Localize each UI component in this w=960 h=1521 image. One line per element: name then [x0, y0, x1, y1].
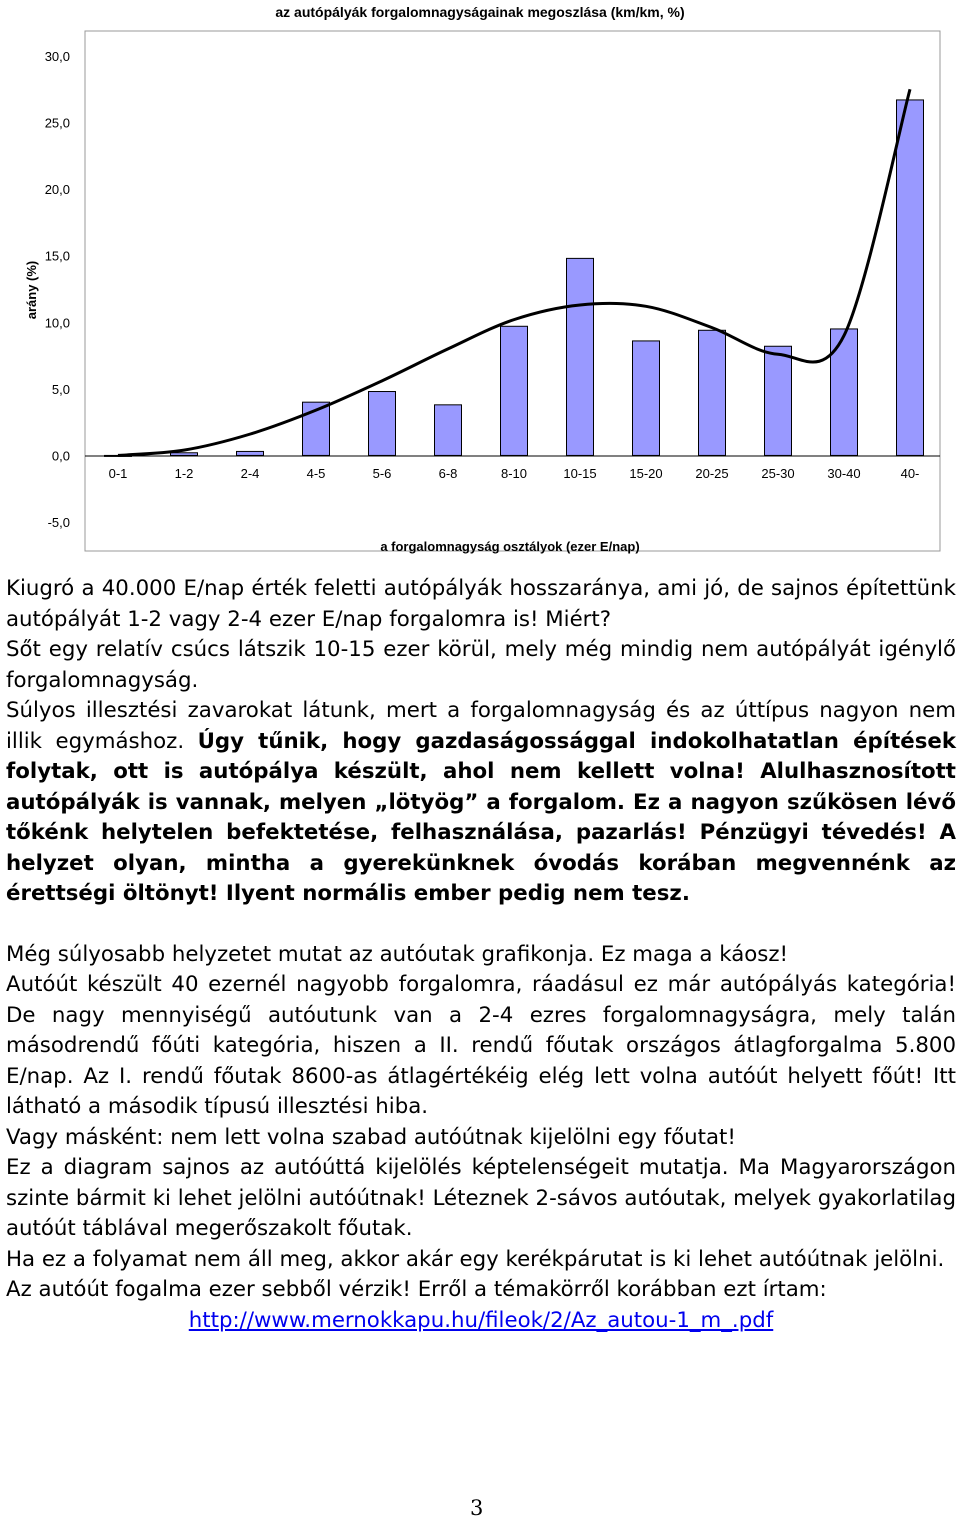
x-tick-label: 30-40: [827, 466, 861, 481]
paragraph-5: Autóút készült 40 ezernél nagyobb forgalomra, ráadásul ez már autópályás kategória! De nagy mennyiségű autóutunk van a 2-4 ezres forgalomnagyságra, mely talán másodrendű főúti kategória, hiszen a II. rendű főutak országos átlagforgalma 5.800 E/nap. Az I. rendű főutak 8600-as átlagértékéig elég lett volna autóút helyett főút! Itt látható a második típusú illesztési hiba.: [6, 972, 956, 1119]
bar: [171, 453, 198, 456]
y-tick-label: 30,0: [44, 49, 70, 64]
x-tick-label: 5-6: [372, 466, 392, 481]
y-tick-label: 20,0: [44, 182, 70, 198]
bar: [369, 392, 396, 456]
x-tick-label: 25-30: [761, 466, 795, 481]
x-tick-label: 0-1: [108, 466, 128, 481]
paragraph-3-normal: Súlyos illesztési zavarokat látunk, mert a forgalomnagyság és az úttípus nagyon nem illik egymáshoz.: [6, 698, 956, 754]
bars: [105, 100, 924, 456]
bar: [765, 346, 792, 455]
paragraph-3: [6, 696, 956, 910]
y-tick-label: 25,0: [44, 115, 70, 131]
chart-title: az autópályák forgalomnagyságainak megoszlása (km/km, %): [275, 4, 685, 20]
x-tick-label: 10-15: [563, 466, 597, 481]
bar-chart: [0, 0, 960, 560]
bar: [699, 330, 726, 455]
bar: [831, 329, 858, 455]
x-tick-label: 15-20: [629, 466, 663, 481]
bar: [501, 326, 528, 455]
paragraph-6: Vagy másként: nem lett volna szabad autóútnak kijelölni egy főutat!: [6, 1124, 736, 1150]
x-tick-label: 40-: [900, 466, 920, 481]
paragraph-1: Kiugró a 40.000 E/nap érték feletti autópályák hosszaránya, ami jó, de sajnos építettünk autópályát 1-2 vagy 2-4 ezer E/nap forgalomra is! Miért?: [6, 576, 956, 632]
y-tick-labels: [45, 49, 70, 530]
paragraph-2: Sőt egy relatív csúcs látszik 10-15 ezer körül, mely még mindig nem autópályát igénylő forgalomnagyság.: [6, 637, 956, 693]
x-tick-label: 20-25: [695, 466, 729, 481]
x-axis-label: a forgalomnagyság osztályok (ezer E/nap): [380, 539, 640, 554]
y-tick-label: -5,0: [47, 515, 70, 530]
bar: [567, 258, 594, 455]
paragraph-7: Ez a diagram sajnos az autóúttá kijelölés képtelenségeit mutatja. Ma Magyarországon szinte bármit ki lehet jelölni autóútnak! Léteznek 2-sávos autóutak, melyek gyakorlatilag autóút táblával megerőszakolt főutak.: [6, 1155, 956, 1241]
x-tick-labels: [109, 466, 920, 481]
body-text: [6, 574, 956, 1336]
bar: [897, 100, 924, 455]
paragraph-4: Még súlyosabb helyzetet mutat az autóutak grafikonja. Ez maga a káosz!: [6, 941, 789, 967]
x-tick-label: 4-5: [306, 466, 326, 481]
bar: [237, 451, 264, 455]
x-tick-label: 8-10: [500, 466, 528, 481]
bar: [435, 405, 462, 456]
paragraph-3-bold: Úgy tűnik, hogy gazdaságossággal indokolhatatlan építések folytak, ott is autópálya készült, ahol nem kellett volna! Alulhasznosított autópályák is vannak, melyen „lötyög” a forgalom. Ez a nagyon szűkösen lévő tőkénk helytelen befektetése, felhasználása, pazarlás! Pénzügyi tévedés! A helyzet olyan, mintha a gyerekünknek óvodás korában megvennénk az érettségi öltönyt! Ilyent normális ember pedig nem tesz.: [6, 728, 956, 906]
link-line: [6, 1306, 956, 1337]
paragraph-8: Ha ez a folyamat nem áll meg, akkor akár egy kerékpárutat is ki lehet autóútnak jelölni.: [6, 1246, 945, 1272]
reference-link[interactable]: http://www.mernokkapu.hu/fileok/2/Az_autou-1_m_.pdf: [188, 1307, 774, 1333]
bar: [633, 341, 660, 456]
y-tick-label: 0,0: [51, 448, 70, 464]
y-axis-label: arány (%): [24, 260, 39, 320]
paragraph-9: Az autóút fogalma ezer sebből vérzik! Erről a témakörről korábban ezt írtam:: [6, 1277, 827, 1302]
y-tick-label: 10,0: [44, 315, 70, 331]
x-tick-label: 6-8: [438, 466, 458, 481]
y-tick-label: 5,0: [51, 381, 70, 397]
y-tick-label: 15,0: [44, 248, 70, 264]
x-tick-label: 1-2: [174, 466, 194, 481]
page-number: 3: [470, 1496, 484, 1520]
x-tick-label: 2-4: [240, 466, 260, 481]
